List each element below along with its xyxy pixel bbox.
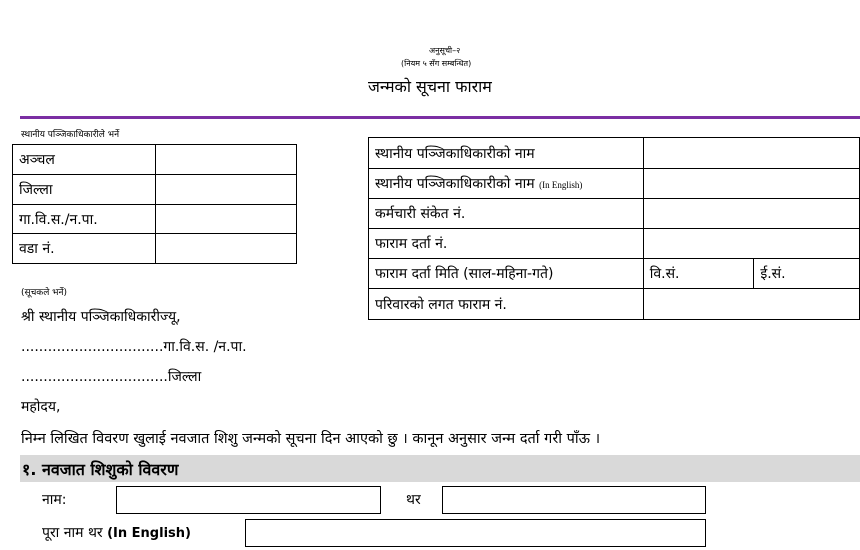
employee-code-label: कर्मचारी संकेत नं. bbox=[369, 199, 644, 229]
family-record-number-label: परिवारको लगत फाराम नं. bbox=[369, 289, 644, 320]
name-input[interactable] bbox=[116, 486, 381, 514]
salutation: श्री स्थानीय पञ्जिकाधिकारीज्यू, bbox=[21, 309, 181, 325]
zone-label: अञ्चल bbox=[13, 145, 156, 175]
annex-label: अनुसूची–२ bbox=[429, 46, 461, 55]
left-block-note: स्थानीय पञ्जिकाधिकारीले भर्ने bbox=[21, 130, 120, 140]
district-address-line: .................................जिल्ला bbox=[21, 369, 202, 385]
registrar-table bbox=[368, 137, 860, 320]
greeting: महोदय, bbox=[21, 399, 61, 415]
name-label: नाम: bbox=[42, 492, 67, 508]
table-row bbox=[369, 138, 860, 169]
vdc-label: गा.वि.स./न.पा. bbox=[13, 205, 156, 234]
family-record-number-field[interactable] bbox=[643, 289, 859, 320]
table-row bbox=[369, 199, 860, 229]
fullname-label: पूरा नाम थर (In English) bbox=[42, 525, 191, 541]
form-registration-number-label: फाराम दर्ता नं. bbox=[369, 229, 644, 259]
table-row bbox=[13, 175, 297, 205]
vdc-field[interactable] bbox=[155, 205, 296, 234]
page-title: जन्मको सूचना फाराम bbox=[368, 77, 492, 96]
district-label: जिल्ला bbox=[13, 175, 156, 205]
section-title: १. नवजात शिशुको विवरण bbox=[22, 460, 179, 479]
fullname-english-input[interactable] bbox=[245, 519, 706, 547]
table-row bbox=[369, 169, 860, 199]
date-ad-field[interactable]: ई.सं. bbox=[754, 259, 860, 289]
surname-input[interactable] bbox=[442, 486, 706, 514]
letter-body: निम्न लिखित विवरण खुलाई नवजात शिशु जन्मको सूचना दिन आएको छु । कानून अनुसार जन्म दर्ता गरी पाँऊ । bbox=[21, 431, 601, 447]
registrar-name-en-field[interactable] bbox=[643, 169, 859, 199]
employee-code-field[interactable] bbox=[643, 199, 859, 229]
district-field[interactable] bbox=[155, 175, 296, 205]
registrar-name-field[interactable] bbox=[643, 138, 859, 169]
table-row bbox=[369, 229, 860, 259]
table-row bbox=[13, 205, 297, 234]
header-divider bbox=[20, 116, 860, 119]
table-row bbox=[13, 145, 297, 175]
table-row bbox=[369, 259, 860, 289]
registrar-name-en-label: स्थानीय पञ्जिकाधिकारीको नाम (In English) bbox=[369, 169, 644, 199]
surname-label: थर bbox=[406, 492, 421, 508]
ward-label: वडा नं. bbox=[13, 234, 156, 264]
rule-reference: (नियम ५ सँग सम्बन्धित) bbox=[401, 59, 472, 68]
in-english-note: (In English) bbox=[539, 180, 583, 190]
registrar-name-label: स्थानीय पञ्जिकाधिकारीको नाम bbox=[369, 138, 644, 169]
table-row bbox=[13, 234, 297, 264]
vdc-address-line: ................................गा.वि.स. /न.पा. bbox=[21, 339, 247, 355]
registration-date-label: फाराम दर्ता मिति (साल-महिना-गते) bbox=[369, 259, 644, 289]
zone-field[interactable] bbox=[155, 145, 296, 175]
informant-note: (सूचकले भर्ने) bbox=[21, 288, 68, 298]
form-registration-number-field[interactable] bbox=[643, 229, 859, 259]
fullname-english-note: (In English) bbox=[107, 526, 191, 541]
address-table bbox=[12, 144, 297, 264]
table-row bbox=[369, 289, 860, 320]
date-bs-field[interactable]: वि.सं. bbox=[643, 259, 754, 289]
ward-field[interactable] bbox=[155, 234, 296, 264]
